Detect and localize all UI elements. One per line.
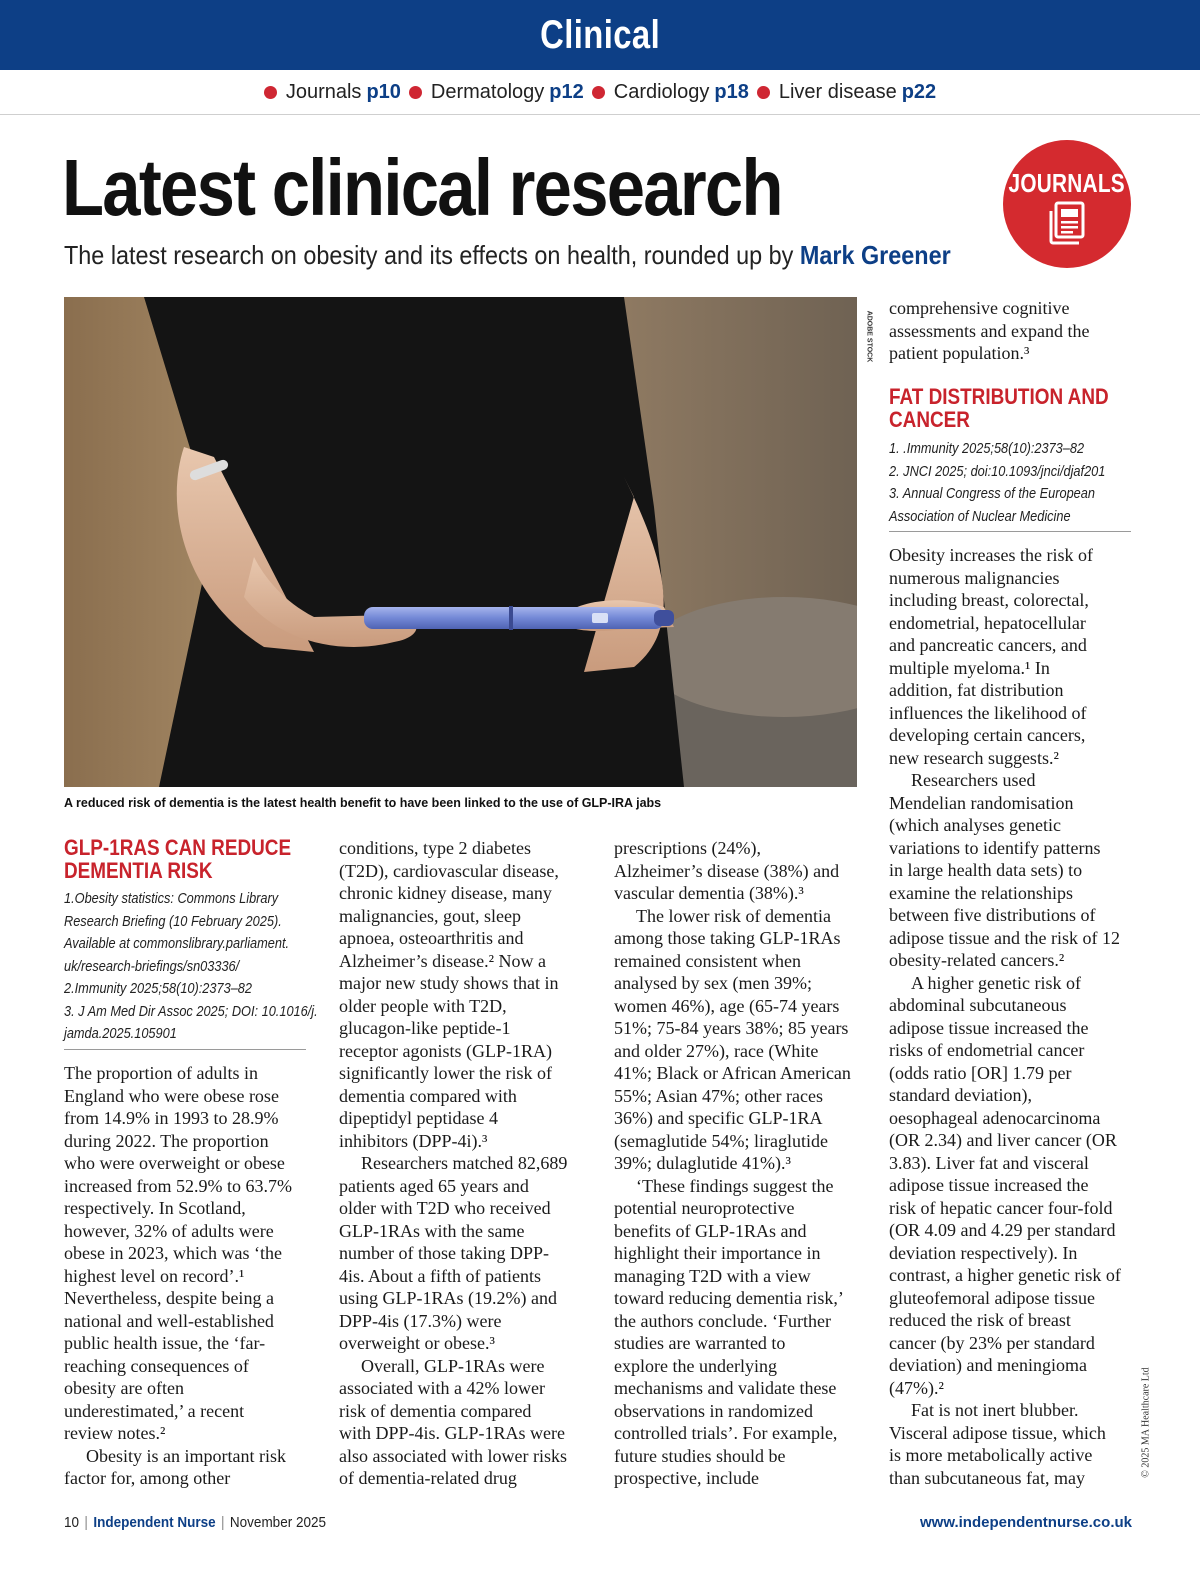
body-text-line: risk of hepatic cancer four-fold — [889, 1197, 1113, 1218]
body-text-line: multiple myeloma.¹ In — [889, 657, 1050, 678]
body-text-line: public health issue, the ‘far- — [64, 1333, 266, 1353]
page-number: 10 — [64, 1514, 80, 1531]
body-text-line: obesity are often — [64, 1378, 184, 1398]
body-text-line: influences the likelihood of — [889, 702, 1087, 723]
body-column-1 — [64, 1062, 292, 1490]
body-text-line: risks of endometrial cancer — [889, 1040, 1085, 1060]
body-text-line: Visceral adipose tissue, which — [889, 1422, 1106, 1443]
body-text-line: mechanisms and validate these — [614, 1378, 837, 1398]
body-text-line: Obesity is an important risk — [86, 1445, 286, 1466]
body-text-line: receptor agonists (GLP-1RA) — [339, 1040, 552, 1061]
body-text-line: number of those taking DPP- — [339, 1243, 549, 1263]
body-text-line: factor for, among other — [64, 1468, 231, 1488]
section-banner — [0, 0, 1200, 70]
body-text-line: The proportion of adults in — [64, 1063, 258, 1083]
body-text-line: controlled trials’. For example, — [614, 1423, 838, 1443]
body-column-4 — [889, 544, 1121, 1489]
body-text-line: managing T2D with a view — [614, 1265, 811, 1286]
body-text-line: including breast, colorectal, — [889, 590, 1089, 610]
nav-item-cardiology[interactable]: Cardiology p18 — [592, 81, 749, 104]
badge-label: JOURNALS — [1008, 168, 1126, 198]
body-text-line: contrast, a higher genetic risk of — [889, 1265, 1121, 1285]
body-text-line: patient population.³ — [889, 343, 1030, 363]
body-text-line: examine the relationships — [889, 882, 1073, 903]
body-text-line: highest level on record’.¹ — [64, 1265, 245, 1286]
body-text-line: glucagon-like peptide-1 — [339, 1018, 511, 1038]
body-text-line: Obesity increases the risk of — [889, 545, 1093, 565]
body-text-line: patients aged 65 years and — [339, 1175, 529, 1196]
body-text-line: (semaglutide 54%; liraglutide — [614, 1130, 828, 1151]
body-text-line: deviation) and meningioma — [889, 1355, 1087, 1375]
body-text-line: (OR 2.34) and liver cancer (OR — [889, 1130, 1117, 1150]
body-text-line: prospective, include — [614, 1468, 759, 1488]
bullet-icon — [264, 86, 277, 99]
page-footer: 10 | Independent Nurse | November 2025 — [64, 1514, 326, 1531]
reference-list: 1.Obesity statistics: Commons Library Research Briefing (10 February 2025). Available at commonslibrary.parliament. uk/research-briefings/sn03336/ 2.Immunity 2025;58(10):2373–82 3. J Am Med Dir Assoc 2025; DOI: 10.1016/j. jamda.2025.105901 — [64, 891, 318, 1042]
body-text-line: during 2022. The proportion — [64, 1130, 269, 1151]
body-text-line: and pancreatic cancers, and — [889, 635, 1087, 655]
hero-photo — [64, 297, 857, 787]
body-text-line: 41%; Black or African American — [614, 1063, 851, 1083]
body-text-line: studies are warranted to — [614, 1333, 786, 1353]
body-text-line: new research suggests.² — [889, 747, 1059, 768]
body-text-line: Researchers matched 82,689 — [361, 1153, 568, 1173]
body-text-line: 51%; 75-84 years 38%; 85 years — [614, 1018, 849, 1038]
body-text-line: adipose tissue and the risk of 12 — [889, 927, 1120, 948]
body-text-line: gluteofemoral adipose tissue — [889, 1287, 1095, 1308]
body-text-line: malignancies, gout, sleep — [339, 905, 521, 926]
body-text-line: of dementia-related drug — [339, 1468, 517, 1488]
body-text-line: respectively. In Scotland, — [64, 1198, 246, 1218]
body-text-line: inhibitors (DPP-4i).³ — [339, 1130, 488, 1151]
section-nav — [0, 74, 1200, 110]
body-text-line: Nevertheless, despite being a — [64, 1288, 274, 1308]
body-text-line: from 14.9% in 1993 to 28.9% — [64, 1108, 279, 1128]
body-text-line: (odds ratio [OR] 1.79 per — [889, 1062, 1072, 1083]
body-text-line: 55%; Asian 47%; other races — [614, 1085, 823, 1106]
bullet-icon — [592, 86, 605, 99]
body-text-line: abdominal subcutaneous — [889, 995, 1067, 1015]
body-text-line: dementia compared with — [339, 1085, 517, 1106]
page-title: Latest clinical research — [62, 143, 782, 232]
body-text-line: vascular dementia (38%).³ — [614, 883, 804, 903]
body-text-line: 3.83). Liver fat and visceral — [889, 1152, 1089, 1173]
body-text-line: with DPP-4is. GLP-1RAs were — [339, 1423, 566, 1443]
body-text-line: analysed by sex (men 39%; — [614, 973, 812, 993]
body-text-line: also associated with lower risks — [339, 1445, 567, 1466]
body-text-line: review notes.² — [64, 1423, 166, 1443]
body-text-line: significantly lower the risk of — [339, 1063, 552, 1083]
issue-date: November 2025 — [229, 1514, 326, 1531]
website-link[interactable]: www.independentnurse.co.uk — [920, 1514, 1132, 1531]
body-text-line: (T2D), cardiovascular disease, — [339, 860, 559, 881]
body-text-line: observations in randomized — [614, 1400, 813, 1421]
article-heading: GLP-1RAS CAN REDUCE DEMENTIA RISK — [64, 835, 292, 883]
nav-item-liver-disease[interactable]: Liver disease p22 — [757, 81, 936, 104]
nav-divider — [0, 114, 1200, 115]
body-text-line: ‘These findings suggest the — [636, 1175, 834, 1196]
body-text-line: dipeptidyl peptidase 4 — [339, 1108, 498, 1128]
body-text-line: among those taking GLP-1RAs — [614, 928, 841, 948]
body-text-line: numerous malignancies — [889, 567, 1060, 588]
body-column-3 — [614, 837, 851, 1490]
body-text-line: GLP-1RAs with the same — [339, 1220, 525, 1241]
publication-name: Independent Nurse — [93, 1514, 216, 1531]
photo-credit: ADOBE STOCK — [865, 310, 873, 363]
body-text-line: The lower risk of dementia — [636, 905, 831, 926]
body-text-line: between five distributions of — [889, 905, 1096, 925]
author-name: Mark Greener — [799, 240, 951, 270]
body-text-line: future studies should be — [614, 1445, 786, 1466]
body-text-line: remained consistent when — [614, 950, 801, 971]
body-text-line: A higher genetic risk of — [911, 972, 1081, 993]
bullet-icon — [409, 86, 422, 99]
body-text-line: however, 32% of adults were — [64, 1220, 274, 1241]
body-text-line: prescriptions (24%), — [614, 838, 761, 858]
body-text-line: the authors conclude. ‘Further — [614, 1310, 831, 1331]
body-text-line: addition, fat distribution — [889, 680, 1064, 700]
body-text-line: assessments and expand the — [889, 320, 1090, 341]
body-text-line: obese in 2023, which was ‘the — [64, 1243, 282, 1263]
photo-caption: A reduced risk of dementia is the latest health benefit to have been linked to the use of GLP-IRA jabs — [64, 796, 662, 810]
body-text-line: chronic kidney disease, many — [339, 883, 552, 903]
body-text-line: Alzheimer’s disease (38%) and — [614, 860, 840, 881]
body-text-line: reduced the risk of breast — [889, 1310, 1071, 1330]
body-text-line: older with T2D who received — [339, 1198, 551, 1218]
section-title: Clinical — [540, 12, 660, 57]
body-text-line: adipose tissue increased the — [889, 1017, 1089, 1038]
body-column-2 — [339, 837, 567, 1490]
body-text-line: comprehensive cognitive — [889, 298, 1070, 318]
body-text-line: Overall, GLP-1RAs were — [361, 1355, 545, 1376]
body-text-line: conditions, type 2 diabetes — [339, 838, 531, 858]
body-text-line: potential neuroprotective — [614, 1198, 795, 1218]
body-text-line: overweight or obese.³ — [339, 1333, 495, 1353]
body-text-line: 4is. About a fifth of patients — [339, 1265, 541, 1286]
body-text-line: adipose tissue increased the — [889, 1175, 1089, 1195]
body-text-line: 39%; dulaglutide 41%).³ — [614, 1153, 791, 1173]
bullet-icon — [757, 86, 770, 99]
nav-item-dermatology[interactable]: Dermatology p12 — [409, 81, 584, 104]
body-text-line: Mendelian randomisation — [889, 792, 1074, 813]
body-text-line: reaching consequences of — [64, 1355, 249, 1376]
reference-divider — [889, 531, 1131, 532]
body-text-line: increased from 52.9% to 63.7% — [64, 1175, 292, 1196]
body-text-line: using GLP-1RAs (19.2%) and — [339, 1288, 557, 1308]
body-text-line: Fat is not inert blubber. — [911, 1400, 1079, 1420]
article-heading: FAT DISTRIBUTION AND CANCER — [889, 384, 1109, 432]
reference-list: 1. .Immunity 2025;58(10):2373–82 2. JNCI 2025; doi:10.1093/jnci/djaf201 3. Annual Congress of the European Association of Nuclear Medicine — [889, 441, 1106, 525]
copyright-notice: © 2025 MA Healthcare Ltd — [1140, 1367, 1152, 1478]
body-text-line: (which analyses genetic — [889, 815, 1061, 835]
body-text-line: endometrial, hepatocellular — [889, 612, 1086, 633]
newspaper-icon — [1047, 201, 1087, 245]
body-text-line: (47%).² — [889, 1377, 944, 1398]
body-text-line: older people with T2D, — [339, 995, 507, 1016]
body-text-line: highlight their importance in — [614, 1243, 821, 1263]
body-text-line: cancer (by 23% per standard — [889, 1332, 1095, 1353]
body-column-4-top — [889, 297, 1089, 365]
body-text-line: is more metabolically active — [889, 1445, 1093, 1465]
body-text-line: in large health data sets) to — [889, 860, 1083, 880]
body-text-line: underestimated,’ a recent — [64, 1400, 245, 1421]
body-text-line: Alzheimer’s disease.² Now a — [339, 950, 546, 971]
body-text-line: Researchers used — [911, 770, 1036, 790]
body-text-line: apnoea, osteoarthritis and — [339, 928, 524, 948]
body-text-line: associated with a 42% lower — [339, 1378, 545, 1398]
body-text-line: developing certain cancers, — [889, 725, 1086, 745]
reference-divider — [64, 1049, 306, 1050]
body-text-line: explore the underlying — [614, 1355, 777, 1376]
body-text-line: and older 27%), race (White — [614, 1040, 819, 1061]
body-text-line: than subcutaneous fat, may — [889, 1467, 1085, 1488]
body-text-line: obesity-related cancers.² — [889, 950, 1065, 970]
body-text-line: who were overweight or obese — [64, 1153, 285, 1173]
body-text-line: national and well-established — [64, 1310, 274, 1331]
standfirst: The latest research on obesity and its effects on health, rounded up by Mark Greener — [64, 240, 951, 270]
journals-badge — [1003, 140, 1131, 268]
body-text-line: (OR 4.09 and 4.29 per standard — [889, 1220, 1116, 1240]
body-text-line: women 46%), age (65-74 years — [614, 995, 840, 1016]
body-text-line: variations to identify patterns — [889, 837, 1101, 858]
body-text-line: DPP-4is (17.3%) were — [339, 1310, 502, 1331]
body-text-line: risk of dementia compared — [339, 1400, 532, 1421]
body-text-line: benefits of GLP-1RAs and — [614, 1220, 807, 1241]
injection-pen-illustration — [64, 297, 857, 787]
body-text-line: standard deviation), — [889, 1085, 1032, 1105]
body-text-line: major new study shows that in — [339, 973, 559, 993]
body-text-line: deviation respectively). In — [889, 1242, 1078, 1263]
body-text-line: toward reducing dementia risk,’ — [614, 1288, 844, 1308]
nav-item-journals[interactable]: Journals p10 — [264, 81, 401, 104]
body-text-line: England who were obese rose — [64, 1085, 279, 1106]
body-text-line: 36%) and specific GLP-1RA — [614, 1108, 823, 1128]
body-text-line: oesophageal adenocarcinoma — [889, 1107, 1101, 1128]
